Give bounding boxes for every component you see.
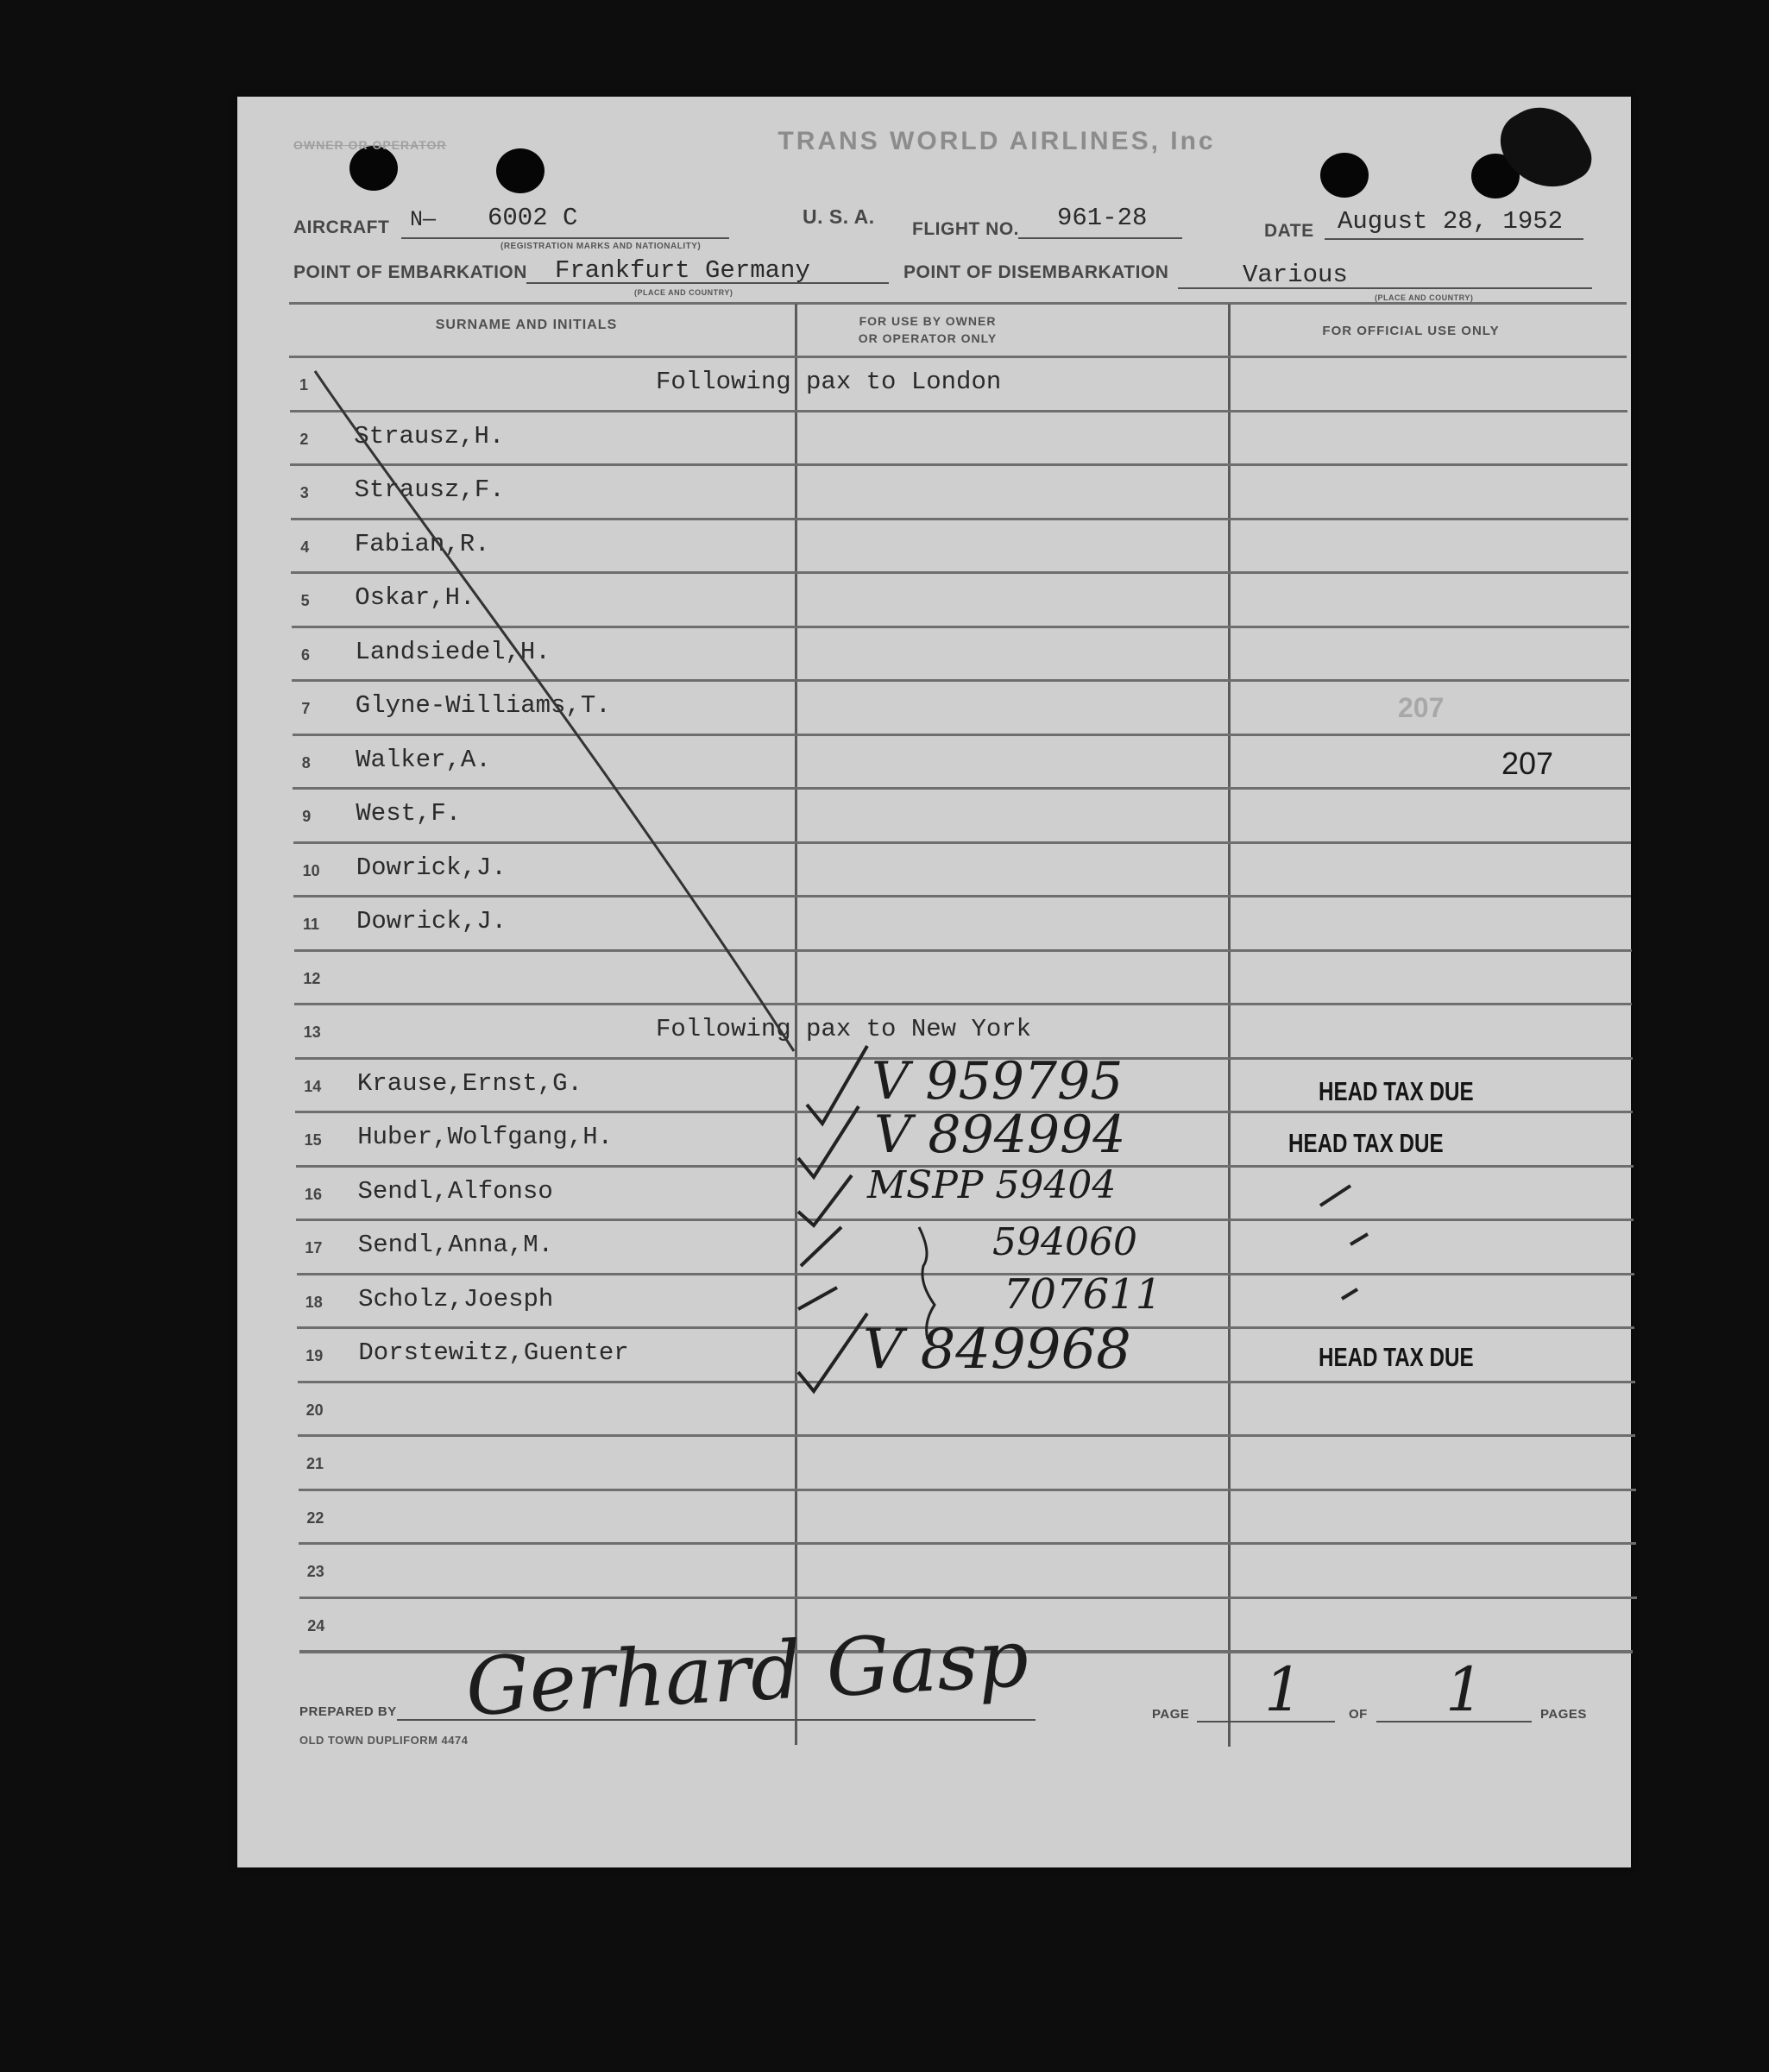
row-number: 7 xyxy=(301,700,311,717)
aircraft-label: AIRCRAFT xyxy=(293,217,390,237)
date-label: DATE xyxy=(1264,221,1314,241)
aircraft-value: 6002 C xyxy=(488,204,578,232)
row-number: 5 xyxy=(300,592,310,609)
row-number: 13 xyxy=(303,1023,321,1041)
row-number: 22 xyxy=(306,1508,324,1527)
disembark-value: Various xyxy=(1243,261,1348,289)
passenger-name: Krause,Ernst,G. xyxy=(356,1068,582,1098)
row-number: 2 xyxy=(299,430,309,448)
manifest-paper xyxy=(237,97,1631,1867)
embark-label: POINT OF EMBARKATION xyxy=(293,262,527,282)
row-number: 20 xyxy=(305,1401,324,1419)
passenger-name: Following pax to London xyxy=(656,368,1002,396)
passenger-name: Huber,Wolfgang,H. xyxy=(357,1123,614,1151)
col-surname-header: SURNAME AND INITIALS xyxy=(435,318,618,332)
row-number: 18 xyxy=(305,1293,323,1311)
pages-label: PAGES xyxy=(1540,1707,1587,1722)
row-number: 3 xyxy=(299,484,309,501)
company-title: TRANS WORLD AIRLINES, Inc xyxy=(777,127,1216,155)
row-number: 6 xyxy=(301,646,311,664)
owner-operator-label: OWNER OR OPERATOR xyxy=(293,138,447,152)
row-number: 9 xyxy=(302,808,312,825)
flight-value: 961-28 xyxy=(1057,204,1148,232)
form-id: OLD TOWN DUPLIFORM 4474 xyxy=(299,1734,469,1747)
head-tax-stamp-row14: HEAD TAX DUE xyxy=(1319,1076,1474,1106)
row-number: 17 xyxy=(305,1239,323,1256)
pen-marks xyxy=(237,97,1631,1867)
passenger-name: Strausz,F. xyxy=(354,475,505,504)
row-number: 19 xyxy=(305,1347,324,1364)
passenger-name: Scholz,Joesph xyxy=(358,1284,554,1313)
check-row15 xyxy=(798,1106,859,1177)
col-owner-header-2: OR OPERATOR ONLY xyxy=(858,331,998,345)
passenger-name: West,F. xyxy=(356,799,462,828)
row-number: 1 xyxy=(299,376,309,394)
owner-note-row14: V 959795 xyxy=(872,1051,1124,1112)
embark-note: (PLACE AND COUNTRY) xyxy=(634,288,733,297)
owner-note-row16: MSPP 59404 xyxy=(867,1163,1117,1207)
row-number: 15 xyxy=(304,1131,322,1149)
tick-row17 xyxy=(1350,1234,1368,1244)
signature: Gerhard Gasp xyxy=(463,1611,1031,1734)
date-value: August 28, 1952 xyxy=(1338,207,1564,236)
passenger-name: Dorstewitz,Guenter xyxy=(358,1338,629,1367)
row-number: 24 xyxy=(307,1616,325,1634)
row-number: 8 xyxy=(301,753,311,771)
row-number: 12 xyxy=(303,969,321,987)
nationality: U. S. A. xyxy=(803,205,875,228)
col-official-header: FOR OFFICIAL USE ONLY xyxy=(1322,324,1500,338)
row-number: 16 xyxy=(305,1185,323,1203)
head-tax-stamp-row19: HEAD TAX DUE xyxy=(1319,1342,1474,1372)
check-row18 xyxy=(798,1288,837,1309)
registration-note: (REGISTRATION MARKS AND NATIONALITY) xyxy=(500,242,702,251)
page-value: 1 xyxy=(1264,1654,1303,1725)
col-owner-header-1: FOR USE BY OWNER xyxy=(859,314,997,328)
row-number: 14 xyxy=(304,1077,322,1095)
row-number: 4 xyxy=(300,538,310,556)
passenger-name: Walker,A. xyxy=(356,745,491,774)
of-value: 1 xyxy=(1445,1654,1484,1725)
check-row17 xyxy=(801,1227,841,1266)
official-number: 207 xyxy=(1501,746,1554,781)
check-row16 xyxy=(798,1175,852,1225)
passenger-name: Strausz,H. xyxy=(354,421,505,450)
row-number: 10 xyxy=(302,861,320,879)
page-label: PAGE xyxy=(1152,1707,1190,1722)
passenger-name: Following pax to New York xyxy=(656,1015,1032,1043)
brace-rows17-18 xyxy=(919,1227,935,1339)
embark-value: Frankfurt Germany xyxy=(555,256,810,285)
passenger-name: Sendl,Alfonso xyxy=(357,1176,553,1206)
owner-note-row18: 707611 xyxy=(1004,1270,1162,1319)
row-number: 11 xyxy=(303,916,320,933)
row-number: 21 xyxy=(306,1455,324,1472)
check-row19 xyxy=(798,1313,867,1391)
passenger-name: Glyne-Williams,T. xyxy=(355,691,611,720)
flight-label: FLIGHT NO. xyxy=(912,219,1019,239)
owner-note-row17: 594060 xyxy=(992,1220,1137,1264)
passenger-name: Oskar,H. xyxy=(355,583,475,612)
owner-note-row19: V 849968 xyxy=(863,1318,1131,1382)
disembark-label: POINT OF DISEMBARKATION xyxy=(903,262,1169,282)
owner-note-row15: V 894994 xyxy=(874,1105,1126,1165)
passenger-name: Sendl,Anna,M. xyxy=(357,1231,554,1259)
tick-row18 xyxy=(1342,1289,1357,1299)
official-ghost-number: 207 xyxy=(1398,692,1445,723)
head-tax-stamp-row15: HEAD TAX DUE xyxy=(1288,1128,1444,1158)
cross-out-line xyxy=(315,371,794,1051)
prepared-by-label: PREPARED BY xyxy=(299,1704,397,1719)
row-number: 23 xyxy=(306,1563,324,1580)
passenger-name: Fabian,R. xyxy=(354,529,490,558)
passenger-name: Dowrick,J. xyxy=(356,853,507,882)
tick-row16 xyxy=(1320,1186,1350,1206)
of-label: OF xyxy=(1349,1707,1368,1722)
passenger-name: Landsiedel,H. xyxy=(355,637,551,666)
check-row14 xyxy=(807,1046,867,1124)
passenger-name: Dowrick,J. xyxy=(356,907,507,935)
disembark-note: (PLACE AND COUNTRY) xyxy=(1375,293,1474,302)
aircraft-prefix: N— xyxy=(410,207,437,232)
